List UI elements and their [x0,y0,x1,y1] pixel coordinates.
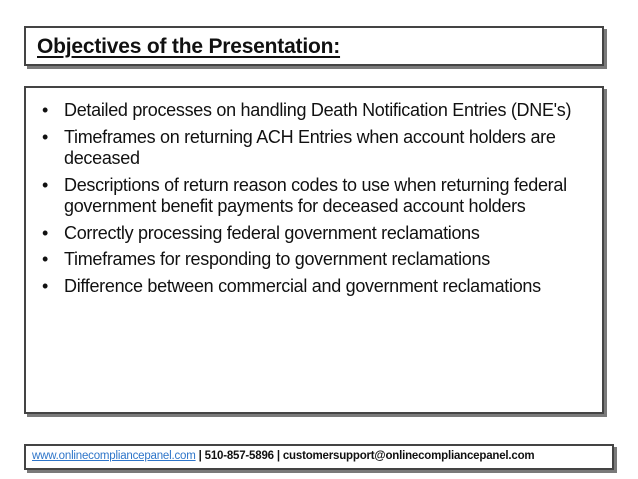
footer-separator: | [273,450,283,462]
bullet-icon: • [42,174,49,195]
list-item [38,127,590,170]
list-item-text: Difference between commercial and government reclamations [64,275,541,296]
bullet-icon: • [42,222,49,243]
page-title: Objectives of the Presentation: [37,35,341,58]
website-link[interactable]: www.onlinecompliancepanel.com [32,450,196,462]
bullet-icon: • [42,100,49,120]
objectives-box [24,86,604,414]
list-item [38,100,590,122]
email-address: customersupport@onlinecompliancepanel.com [282,450,535,462]
phone-number: 510-857-5896 [204,450,274,462]
list-item-text: Timeframes on returning ACH Entries when account holders are deceased [64,126,556,168]
title-box [24,26,604,66]
list-item [38,276,590,298]
footer-contact [32,450,534,462]
list-item [38,175,590,218]
list-item-text: Descriptions of return reason codes to use when returning federal government benefit payments for deceased account holders [64,174,567,216]
bullet-icon: • [42,275,49,296]
list-item [38,223,590,245]
list-item-text: Correctly processing federal government reclamations [64,222,480,243]
list-item-text: Detailed processes on handling Death Notification Entries (DNE's) [64,100,572,120]
list-item-text: Timeframes for responding to government reclamations [64,249,490,269]
bullet-icon: • [42,249,49,269]
footer-bar [24,444,614,470]
bullet-icon: • [42,126,49,147]
footer-separator: | [195,450,205,462]
objectives-list [38,100,590,302]
list-item [38,249,590,271]
